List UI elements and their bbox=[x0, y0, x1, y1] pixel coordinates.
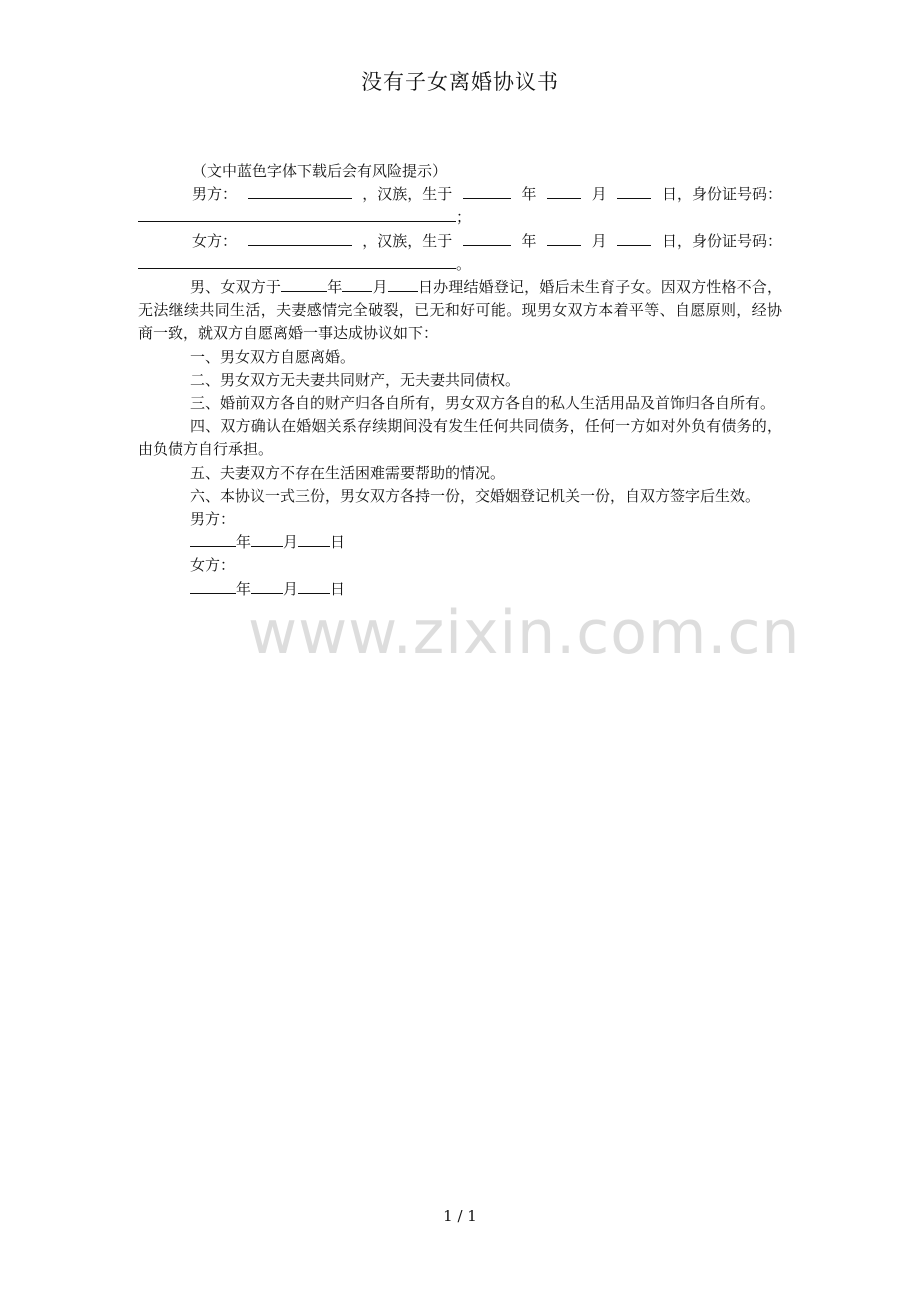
female-name-blank bbox=[248, 230, 352, 246]
clause-item: 四、双方确认在婚姻关系存续期间没有发生任何共同债务，任何一方如对外负有债务的，由负债方自行承担。 bbox=[138, 417, 782, 459]
male-name-blank bbox=[248, 183, 352, 199]
male-month-blank bbox=[547, 183, 581, 199]
watermark-text: www.zixin.com.cn bbox=[248, 598, 801, 668]
male-sign-year-blank bbox=[190, 531, 236, 547]
female-label: 女方： bbox=[192, 231, 238, 250]
male-day-id-label: 日，身份证号码： bbox=[661, 185, 782, 204]
clause-item: 三、婚前双方各自的财产归各自所有，男女双方各自的私人生活用品及首饰归各自所有。 bbox=[190, 394, 776, 413]
intro-paragraph bbox=[138, 276, 782, 346]
intro-prefix: 男、女双方于 bbox=[190, 278, 282, 297]
male-label: 男方： bbox=[192, 185, 238, 204]
document-body bbox=[138, 160, 782, 601]
document-title: 没有子女离婚协议书 bbox=[361, 70, 559, 94]
female-id-end: 。 bbox=[456, 254, 472, 273]
female-day-id-label: 日，身份证号码： bbox=[661, 231, 782, 250]
female-sign-month-blank bbox=[251, 578, 283, 594]
male-info-line bbox=[138, 183, 782, 206]
intro-year-label: 年 bbox=[327, 278, 343, 297]
intro-day-blank bbox=[388, 276, 418, 292]
female-year-blank bbox=[463, 230, 511, 246]
clause-item: 一、男女双方自愿离婚。 bbox=[190, 347, 356, 366]
male-signature-label: 男方： bbox=[190, 510, 236, 529]
page-number: 1 / 1 bbox=[443, 1207, 477, 1225]
female-sign-day-label: 日 bbox=[330, 579, 346, 598]
clause-item: 二、男女双方无夫妻共同财产，无夫妻共同债权。 bbox=[190, 370, 521, 389]
female-sign-year-blank bbox=[190, 578, 236, 594]
female-id-line bbox=[138, 253, 782, 276]
female-month-blank bbox=[547, 230, 581, 246]
clause-item: 六、本协议一式三份，男女双方各持一份，交婚姻登记机关一份，自双方签字后生效。 bbox=[190, 486, 761, 505]
male-sign-year-label: 年 bbox=[236, 533, 252, 552]
intro-month-blank bbox=[342, 276, 372, 292]
female-month-label: 月 bbox=[591, 231, 607, 250]
female-sign-day-blank bbox=[298, 578, 330, 594]
male-sign-month-label: 月 bbox=[283, 533, 299, 552]
male-id-line bbox=[138, 206, 782, 229]
male-ethnicity-text: ，汉族，生于 bbox=[362, 185, 453, 204]
female-signature-label: 女方： bbox=[190, 556, 236, 575]
female-id-blank bbox=[138, 253, 456, 269]
male-year-blank bbox=[463, 183, 511, 199]
female-ethnicity-text: ，汉族，生于 bbox=[362, 231, 453, 250]
intro-month-label: 月 bbox=[372, 278, 388, 297]
female-sign-year-label: 年 bbox=[236, 579, 252, 598]
female-year-label: 年 bbox=[521, 231, 537, 250]
intro-year-blank bbox=[281, 276, 327, 292]
female-day-blank bbox=[617, 230, 651, 246]
male-sign-day-blank bbox=[298, 531, 330, 547]
clause-item: 五、夫妻双方不存在生活困难需要帮助的情况。 bbox=[190, 463, 506, 482]
male-id-end: ； bbox=[456, 208, 472, 227]
male-sign-day-label: 日 bbox=[330, 533, 346, 552]
male-day-blank bbox=[617, 183, 651, 199]
male-sign-month-blank bbox=[251, 531, 283, 547]
male-month-label: 月 bbox=[591, 185, 607, 204]
male-id-blank bbox=[138, 206, 456, 222]
male-year-label: 年 bbox=[521, 185, 537, 204]
female-info-line bbox=[138, 230, 782, 253]
notice-text: （文中蓝色字体下载后会有风险提示） bbox=[192, 162, 448, 180]
intro-rest: 日办理结婚登记，婚后未生育子女。因双方性格不合，无法继续共同生活，夫妻感情完全破裂，已无和好可能。现男女双方本着平等、自愿原则，经协商一致，就双方自愿离婚一事达成协议如下： bbox=[138, 278, 782, 343]
female-sign-month-label: 月 bbox=[283, 579, 299, 598]
male-signature-date bbox=[138, 531, 782, 554]
